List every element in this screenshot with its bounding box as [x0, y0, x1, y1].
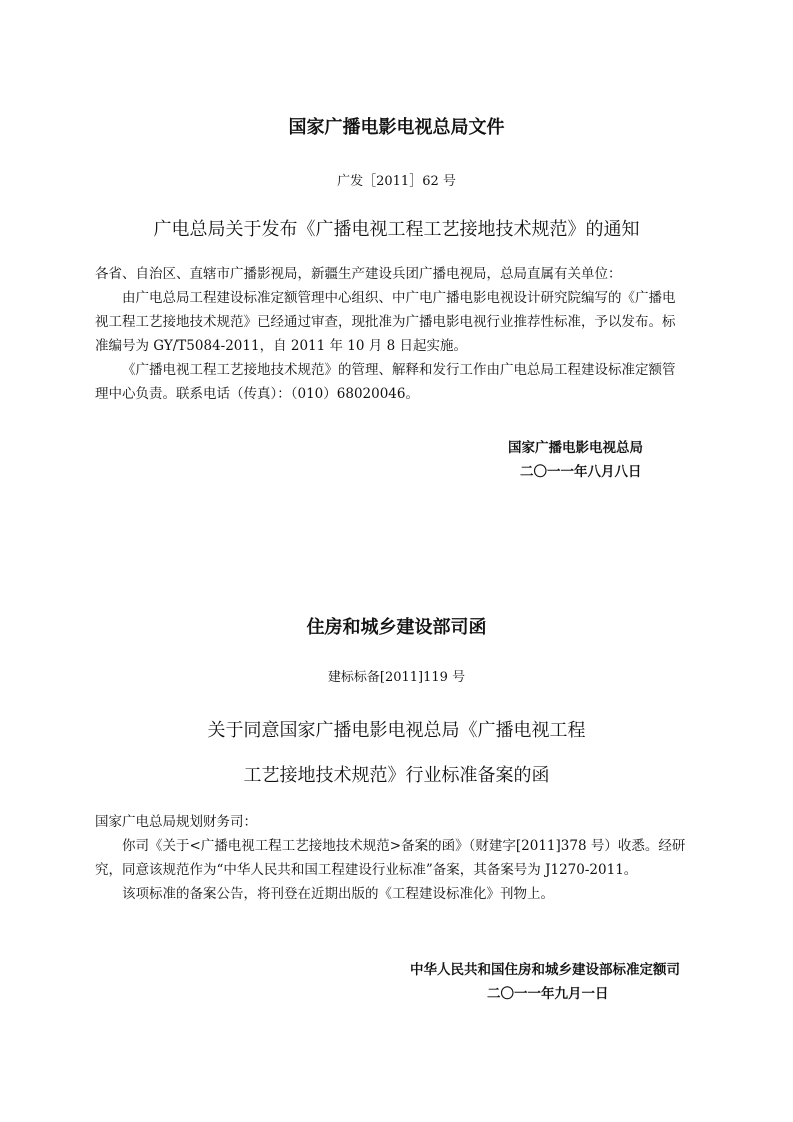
- notice2-para1-line2: 究，同意该规范作为“中华人民共和国工程建设行业标准”备案，其备案号为 J1270-2011。: [95, 862, 638, 878]
- notice1-para1-line1: 由广电总局工程建设标准定额管理中心组织、中广电广播电影电视设计研究院编写的《广播电: [122, 290, 676, 306]
- notice1-body: [95, 262, 715, 406]
- notice1-para2-line2: 理中心负责。联系电话（传真）：（010）68020046。: [95, 386, 419, 402]
- notice2-signature-org: 中华人民共和国住房和城乡建设部标准定额司: [410, 962, 680, 978]
- notice2-para1-line1: 你司《关于<广播电视工程工艺接地技术规范>备案的函》（财建字[2011]378 号）收悉。经研: [122, 838, 686, 854]
- notice1-doc-number: 广发［2011］62 号: [337, 174, 456, 189]
- notice2-salutation: 国家广电总局规划财务司：: [95, 814, 257, 830]
- notice2-subject-line1: 关于同意国家广播电影电视总局《广播电视工程: [207, 720, 586, 741]
- notice1-signature-date: 二〇一一年八月八日: [520, 464, 642, 480]
- notice2-para2-line1: 该项标准的备案公告，将刊登在近期出版的《工程建设标准化》刊物上。: [122, 886, 554, 902]
- notice2-body: [95, 810, 715, 906]
- notice1-subject: 广电总局关于发布《广播电视工程工艺接地技术规范》的通知: [153, 219, 640, 240]
- notice1-para1-line2: 视工程工艺接地技术规范》已经通过审查，现批准为广播电影电视行业推荐性标准，予以发布。标: [95, 314, 676, 330]
- notice2-subject-line2: 工艺接地技术规范》行业标准备案的函: [243, 765, 550, 786]
- notice1-signature-org: 国家广播电影电视总局: [508, 440, 643, 456]
- notice1-salutation: 各省、自治区、直辖市广播影视局，新疆生产建设兵团广播电视局，总局直属有关单位：: [95, 266, 622, 282]
- notice2-doc-number: 建标标备[2011]119 号: [327, 670, 466, 685]
- notice1-para1-line3: 准编号为 GY/T5084-2011，自 2011 年 10 月 8 日起实施。: [95, 338, 467, 354]
- notice2-signature-date: 二〇一一年九月一日: [487, 986, 609, 1002]
- notice2-header: 住房和城乡建设部司函: [306, 617, 487, 638]
- notice1-header: 国家广播电影电视总局文件: [288, 117, 505, 138]
- notice1-para2-line1: 《广播电视工程工艺接地技术规范》的管理、解释和发行工作由广电总局工程建设标准定额管: [122, 362, 676, 378]
